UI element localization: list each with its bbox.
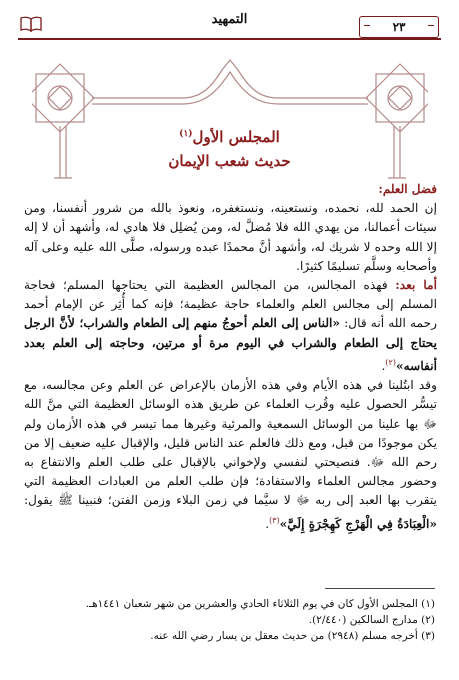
section-heading: فضل العلم: [378, 182, 437, 196]
page-number: ٢٣ [392, 20, 406, 34]
paragraph-3-footnote-mark: (٣) [269, 515, 280, 525]
page-header [18, 10, 441, 40]
paragraph-2-lead: أما بعد: [395, 278, 438, 293]
paragraph-3-text: وقد ابتُلينا في هذه الأيام وفي هذه الأزمان بالإعراض عن العلم وعن مجالسه، مع تيسُّر الحصول عليه وقُرب العلماء عن طريق هذه الوسائل العظيمة التي منَّ الله ﷻ بها علينا من الوسائل السمعية والمرئية وغيرها مما تيسر في هذه الأزمان ولم يكن موجودًا من قبل، ومع ذلك فالعلم عند الناس قليل، والإقبال عليه ضعيف إلا من رحم الله ﷻ. فنصيحتي لنفسي ولإخواني بالإقبال على طلب العلم والانتفاع به وحضور مجالس العلماء والاستفادة؛ فإن طلب العلم من العبادات العظيمة التي يتقرب بها العبد إلى ربه ﷻ لا سيَّما في زمن البلاء وزمن الفتن؛ فنبينا ﷺ يقول: [24, 378, 437, 508]
header-rule [18, 38, 441, 40]
paragraph-2-text: فهذه المجالس، من المجالس العظيمة التي يحتاجها المسلم؛ فحاجة المسلم إلى مجالس العلم والعلماء حاجة عظيمة؛ فإنه كما أُثِر عن الإمام أحمد رحمه الله أنه قال: [24, 278, 437, 331]
paragraph-3 [24, 376, 437, 534]
paragraph-2-footnote-mark: (٢) [385, 357, 396, 367]
footnote-rule [325, 588, 435, 589]
footnote-item: (٣) أخرجه مسلم (٢٩٤٨) من حديث معقل بن يسار رضي الله عنه. [150, 630, 435, 642]
paragraph-3-end: . [265, 516, 270, 531]
paragraph-1: إن الحمد لله، نحمده، ونستعينه، ونستغفره، ونعوذ بالله من شرور أنفسنا، ومن سيئات أعمالنا، من يهدي الله فلا مُضلَّ له، ومن يُضلِل فلا هادي له، وأشهد أن لا إله إلا الله وحده لا شريك له، وأشهد أنَّ محمدًا عبده ورسوله، صلَّى الله عليه وعلى آله وأصحابه وسلَّم تسليمًا كثيرًا. [24, 201, 437, 273]
paragraph-2-end: . [381, 358, 386, 373]
footnotes [24, 596, 435, 644]
footnote-item: (١) المجلس الأول كان في يوم الثلاثاء الحادي والعشرين من شهر شعبان ١٤٤١هـ. [85, 598, 435, 610]
chapter-footnote-mark: (١) [179, 129, 193, 139]
chapter-title: حديث شعب الإيمان [168, 152, 291, 170]
body-text [24, 180, 437, 534]
running-title: التمهيد [211, 12, 248, 27]
paragraph-2-quote: «الناس إلى العلم أحوجُ منهم إلى الطعام والشراب؛ لأنَّ الرجل يحتاج إلى الطعام والشراب في اليوم مرة أو مرتين، وحاجته إلى العلم بعدد أنفاسه» [24, 316, 437, 373]
chapter-number-label: المجلس الأول [192, 128, 280, 146]
paragraph-2 [24, 276, 437, 376]
footnote-item: (٢) مدارج السالكين (٢/٤٤٠). [308, 614, 435, 626]
open-book-icon [20, 16, 42, 32]
paragraph-3-quote: «الْعِبَادَةُ فِي الْهَرْجِ كَهِجْرَةٍ إِلَيَّ» [279, 516, 437, 531]
chapter-number-heading [0, 128, 459, 146]
